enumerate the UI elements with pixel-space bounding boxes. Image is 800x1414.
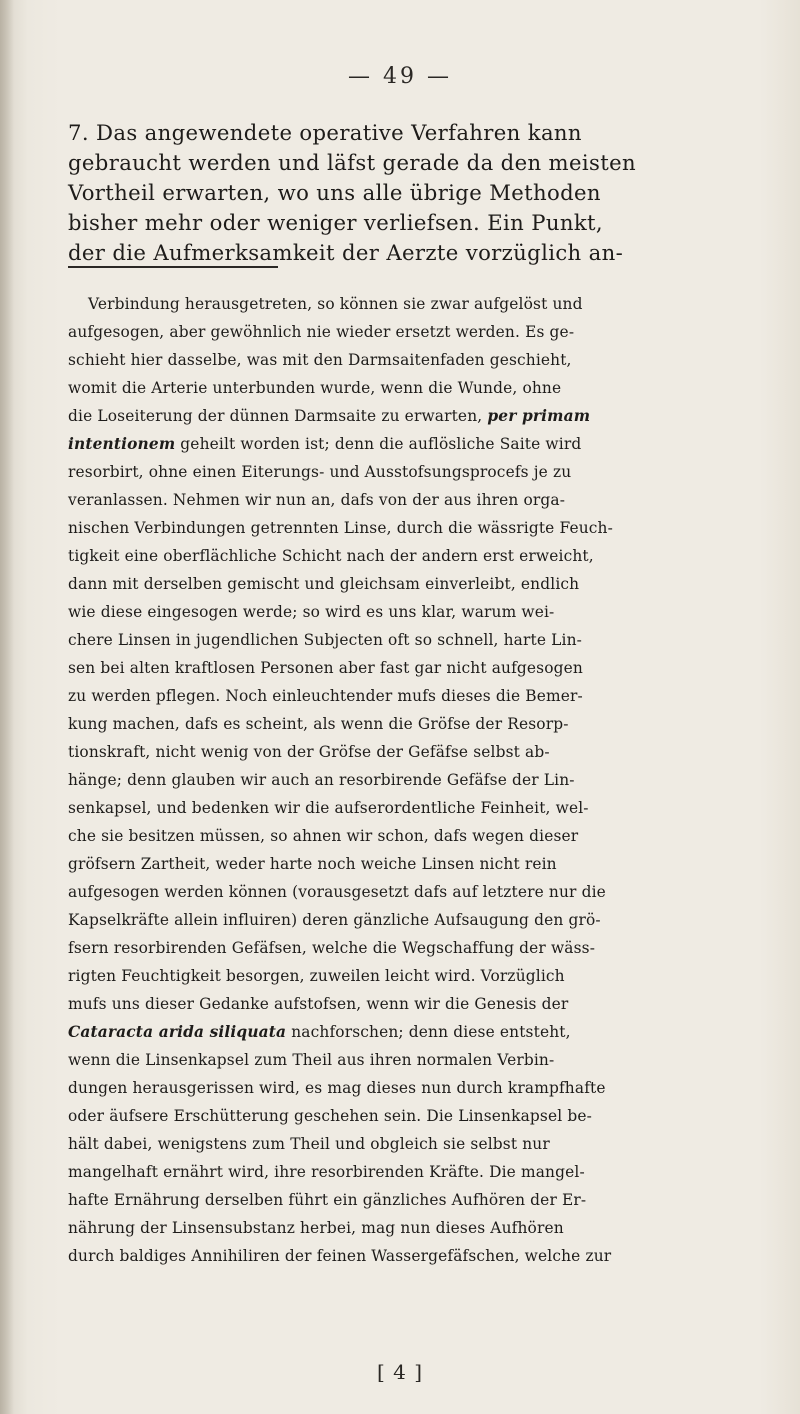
footnote-line: fsern resorbirenden Gefäfsen, welche die Wegschaffung der wäss- [68,939,596,957]
signature-mark: [ 4 ] [376,1360,424,1384]
footnote-line: che sie besitzen müssen, so ahnen wir schon, dafs wegen dieser [68,827,579,845]
footnote-line: wenn die Linsenkapsel zum Theil aus ihren normalen Verbin- [68,1051,555,1069]
footnote-line: kung machen, dafs es scheint, als wenn die Gröfse der Resorp- [68,715,569,733]
main-paragraph [68,118,738,268]
footnote-line: zu werden pflegen. Noch einleuchtender mufs dieses die Bemer- [68,687,583,705]
footnote-line: resorbirt, ohne einen Eiterungs- und Ausstofsungsprocefs je zu [68,463,572,481]
main-line: 7. Das angewendete operative Verfahren kann [68,120,582,145]
footnote-line: rigten Feuchtigkeit besorgen, zuweilen leicht wird. Vorzüglich [68,967,565,985]
emphasis: intentionem [68,435,176,453]
footnote-line: oder äufsere Erschütterung geschehen sein. Die Linsenkapsel be- [68,1107,592,1125]
footnote-line: aufgesogen werden können (vorausgesetzt dafs auf letztere nur die [68,883,606,901]
footnote-line: chere Linsen in jugendlichen Subjecten oft so schnell, harte Lin- [68,631,583,649]
footnote-rule [68,266,278,268]
emphasis: per primam [487,407,591,425]
footnote-line: veranlassen. Nehmen wir nun an, dafs von der aus ihren orga- [68,491,566,509]
footnote-line: Kapselkräfte allein influiren) deren gänzliche Aufsaugung den grö- [68,911,601,929]
gutter-shadow [0,0,14,1414]
main-line: der die Aufmerksamkeit der Aerzte vorzüglich an- [68,240,624,265]
footnote-line: hafte Ernährung derselben führt ein gänzliches Aufhören der Er- [68,1191,587,1209]
main-line: gebraucht werden und läfst gerade da den meisten [68,150,636,175]
footnote-line: senkapsel, und bedenken wir die aufserordentliche Feinheit, wel- [68,799,589,817]
footnote-line: die Loseiterung der dünnen Darmsaite zu erwarten, per primam [68,407,591,425]
emphasis: Cataracta arida siliquata [68,1023,287,1041]
footnote-line: sen bei alten kraftlosen Personen aber fast gar nicht aufgesogen [68,659,583,677]
footnote-line: gröfsern Zartheit, weder harte noch weiche Linsen nicht rein [68,855,557,873]
footnote-line: nischen Verbindungen getrennten Linse, durch die wässrigte Feuch- [68,519,613,537]
footnote-line: mangelhaft ernährt wird, ihre resorbirenden Kräfte. Die mangel- [68,1163,585,1181]
footnote-line: dann mit derselben gemischt und gleichsam einverleibt, endlich [68,575,580,593]
footnote-line: hält dabei, wenigstens zum Theil und obgleich sie selbst nur [68,1135,550,1153]
main-line: Vortheil erwarten, wo uns alle übrige Methoden [68,180,601,205]
footnote-line: mufs uns dieser Gedanke aufstofsen, wenn wir die Genesis der [68,995,569,1013]
footnote-line: tionskraft, nicht wenig von der Gröfse der Gefäfse selbst ab- [68,743,550,761]
footnote-line: nährung der Linsensubstanz herbei, mag nun dieses Aufhören [68,1219,564,1237]
footnote [68,290,748,1270]
footnote-line: schieht hier dasselbe, was mit den Darmsaitenfaden geschieht, [68,351,572,369]
footnote-line: Cataracta arida siliquata nachforschen; denn diese entsteht, [68,1023,571,1041]
footnote-line: intentionem geheilt worden ist; denn die auflösliche Saite wird [68,435,582,453]
page-number: — 49 — [348,64,452,89]
footnote-line: hänge; denn glauben wir auch an resorbirende Gefäfse der Lin- [68,771,575,789]
footnote-line: womit die Arterie unterbunden wurde, wenn die Wunde, ohne [68,379,562,397]
footnote-line: aufgesogen, aber gewöhnlich nie wieder ersetzt werden. Es ge- [68,323,575,341]
footnote-line: Verbindung herausgetreten, so können sie zwar aufgelöst und [88,295,583,313]
main-line: bisher mehr oder weniger verliefsen. Ein Punkt, [68,210,603,235]
footnote-line: wie diese eingesogen werde; so wird es uns klar, warum wei- [68,603,555,621]
footnote-line: tigkeit eine oberflächliche Schicht nach der andern erst erweicht, [68,547,594,565]
footnote-line: durch baldiges Annihiliren der feinen Wassergefäfschen, welche zur [68,1247,612,1265]
footnote-line: dungen herausgerissen wird, es mag dieses nun durch krampfhafte [68,1079,606,1097]
